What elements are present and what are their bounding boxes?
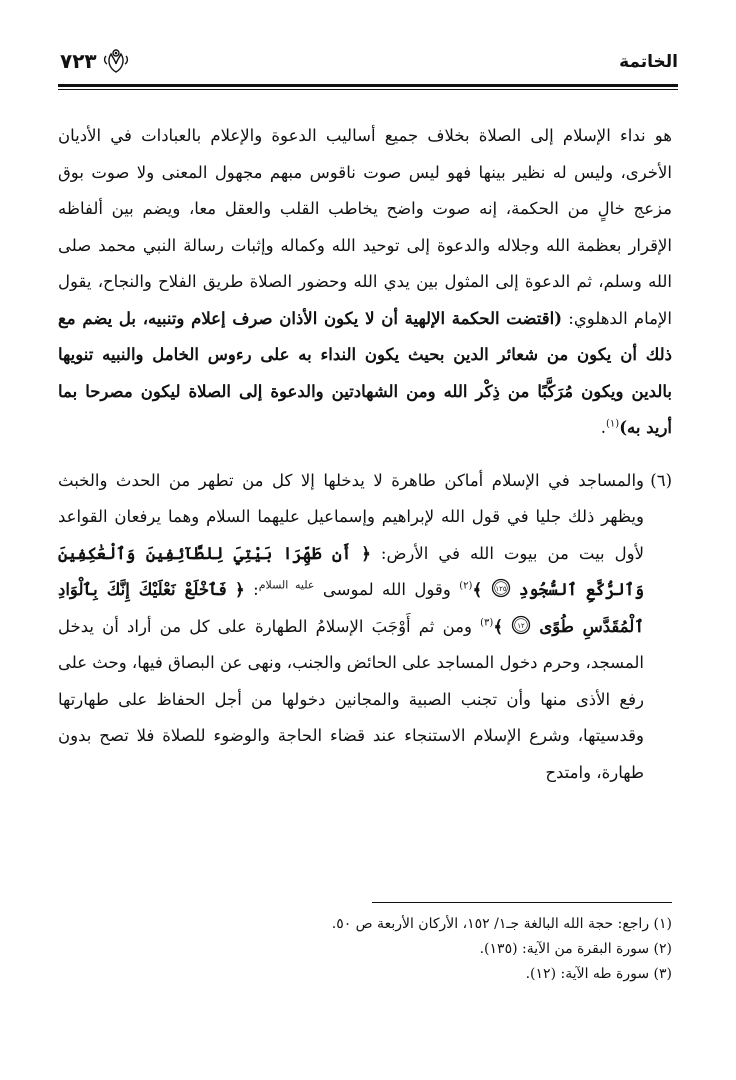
page-header	[58, 44, 678, 90]
footnote-2: (٢) سورة البقرة من الآية: (١٣٥).	[479, 941, 672, 957]
pbuh-glyph: عليه السلام	[258, 578, 315, 592]
dahlawi-quote: (اقتضت الحكمة الإلهية أن لا يكون الأذان صرف إعلام وتنبيه، بل يضم مع ذلك أن يكون من شعائر الدين بحيث يكون النداء به على رءوس الخامل والنبيه تنويها بالدين ويكون مُرَكَّبًا من ذِكْر الله ومن الشهادتين والدعوة إلى الصلاة ليكون مصرحا بما أريد به)	[58, 308, 672, 437]
quran-verse-baqarah: أَن طَهِّرَا بَيْتِيَ لِلطَّآئِفِينَ وَٱلْعَٰكِفِينَ وَٱلرُّكَّعِ ٱلسُّجُودِ	[58, 543, 644, 599]
footnotes	[58, 912, 672, 987]
ayah-number: ١٢	[517, 621, 525, 630]
header-rule-thick	[58, 84, 678, 87]
quran-bracket-close: ﴾	[493, 616, 503, 636]
footnote-ref-2[interactable]: (٢)	[459, 580, 473, 592]
paragraph-mosques	[58, 463, 672, 792]
colon: :	[253, 580, 259, 599]
quran-bracket-open: ﴿	[235, 580, 245, 599]
floral-ornament-icon	[101, 46, 131, 76]
page-number: ٧٢٣	[60, 49, 97, 73]
footnote-separator	[372, 902, 672, 903]
ayah-number-marker-icon	[491, 578, 511, 598]
quran-verse-taha: فَٱخْلَعْ نَعْلَيْكَ إِنَّكَ بِٱلْوَادِ ٱلْمُقَدَّسِ طُوًى	[58, 580, 644, 636]
paragraph-text: وقول الله لموسى	[322, 580, 451, 599]
page-number-box	[60, 46, 131, 76]
period: .	[600, 418, 607, 437]
header-rule-thin	[58, 89, 678, 90]
page-body	[58, 118, 672, 791]
paragraph-text: ومن ثم أَوْجَبَ الإسلامُ الطهارة على كل من أراد أن يدخل المسجد، وحرم دخول المساجد على الحائض والجنب، ونهى عن البصاق فيها، وحث على رفع الأذى منها وأن تجنب الصبية والمجانين دخولها من أجل الحفاظ على طهارتها وقدسيتها، وشرع الإسلام الاستنجاء عند قضاء الحاجة والوضوء للصلاة فلا تصح بدون طهارة، وامتدح	[58, 616, 644, 782]
footnote-1: (١) راجع: حجة الله البالغة جـ١/ ١٥٢، الأركان الأربعة ص ٥٠.	[331, 916, 672, 932]
footnote-ref-1[interactable]: (١)	[606, 418, 620, 430]
item-number: (٦)	[650, 470, 672, 490]
paragraph-text: هو نداء الإسلام إلى الصلاة بخلاف جميع أساليب الدعوة والإعلام بالعبادات في الأديان الأخرى، وليس له نظير بينها فهو ليس صوت ناقوس مبهم مجهول المعنى ولا صوت بوق مزعج خالٍ من الحكمة، إنه صوت واضح يخاطب القلب والعقل معا، ويضم بين ألفاظه الإقرار بعظمة الله وجلاله والدعوة إلى توحيد الله وكماله وإثبات رسالة النبي محمد صلى الله وسلم، ثم الدعوة إلى المثول بين يدي الله وحضور الصلاة طريق الفلاح والنجاح، يقول الإمام الدهلوي:	[58, 126, 672, 328]
paragraph-adhan	[58, 118, 672, 447]
footnote-ref-3[interactable]: (٣)	[480, 617, 494, 628]
footnote-3: (٣) سورة طه الآية: (١٢).	[525, 966, 672, 982]
quran-bracket-open: ﴿	[361, 543, 371, 563]
paragraph-text: والمساجد في الإسلام أماكن طاهرة لا يدخلها إلا كل من تطهر من الحدث والخبث ويظهر ذلك جليا في قول الله لإبراهيم وإسماعيل عليهما السلام وهما يرفعان القواعد لأول بيت من بيوت الله في الأرض:	[58, 470, 644, 563]
ayah-number: ١٢٥	[494, 585, 507, 593]
quran-bracket-close: ﴾	[472, 580, 483, 599]
running-head: الخاتمة	[619, 52, 678, 72]
ayah-number-marker-icon	[511, 615, 531, 635]
